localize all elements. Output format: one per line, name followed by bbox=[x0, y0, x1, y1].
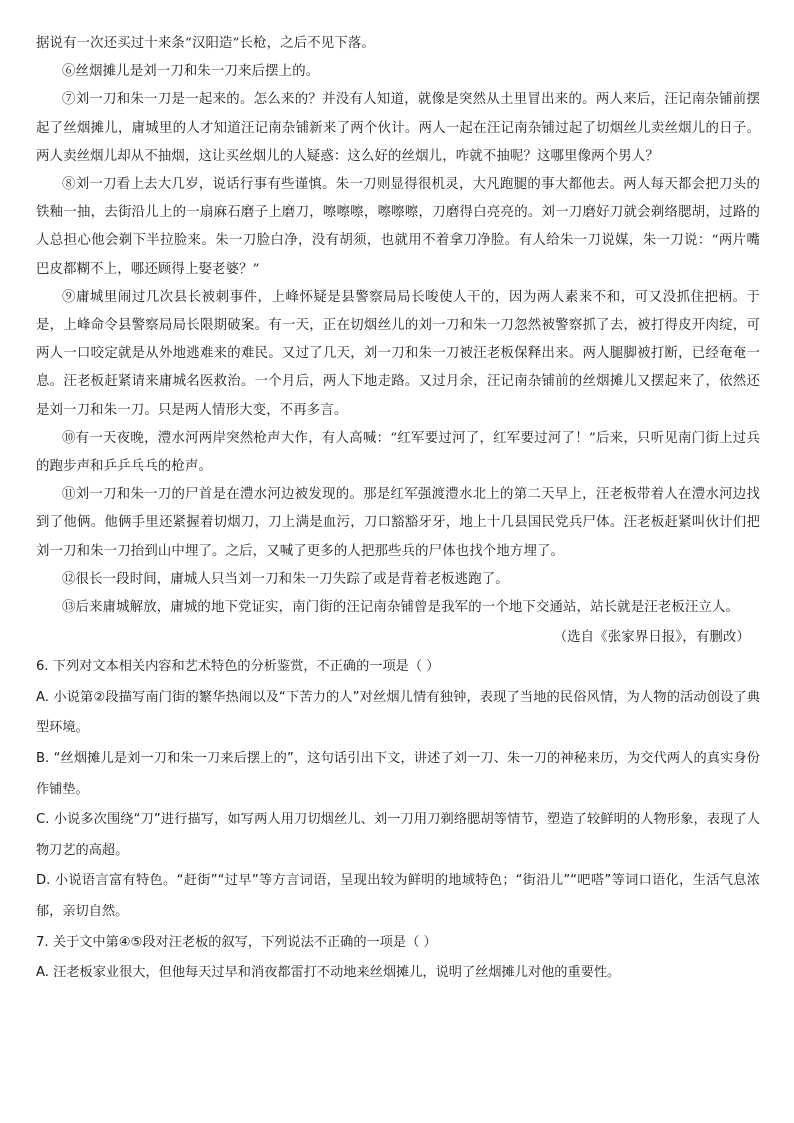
question-7-stem: 7. 关于文中第④⑤段对汪老板的叙写，下列说法不正确的一项是（ ） bbox=[36, 934, 437, 950]
story-paragraph-12: ⑫很长一段时间，庸城人只当刘一刀和朱一刀失踪了或是背着老板逃跑了。 bbox=[62, 571, 509, 587]
question-6-option-b: B. “丝烟摊儿是刘一刀和朱一刀来后摆上的”，这句话引出下文，讲述了刘一刀、朱一刀的神秘来历，为交代两人的真实身份作铺垫。 bbox=[36, 751, 760, 797]
story-paragraph-8: ⑧刘一刀看上去大几岁，说话行事有些谨慎。朱一刀则显得很机灵，大凡跑腿的事大都他去。两人每天都会把刀头的铁釉一抽，去街沿儿上的一扇麻石磨子上磨刀，嚓嚓嚓，嚓嚓嚓，刀磨得白亮亮的。刘一刀磨好刀就会剃络腮胡，过路的人总担心他会剃下半拉脸来。朱一刀脸白净，没有胡须，也就用不着拿刀净脸。有人给朱一刀说媒，朱一刀说：“两片嘴巴皮都糊不上，哪还顾得上娶老婆？” bbox=[36, 177, 760, 277]
question-6-option-a: A. 小说第②段描写南门街的繁华热闹以及“下苦力的人”对丝烟儿情有独钟，表现了当地的民俗风情，为人物的活动创设了典型环境。 bbox=[36, 689, 760, 736]
story-paragraph-9: ⑨庸城里闹过几次县长被刺事件，上峰怀疑是县警察局局长唆使人干的，因为两人素来不和，可又没抓住把柄。于是，上峰命令县警察局局长限期破案。有一天，正在切烟丝儿的刘一刀和朱一刀忽然被警察抓了去，被打得皮开肉绽，可两人一口咬定就是从外地逃难来的难民。又过了几天，刘一刀和朱一刀被汪老板保释出来。两人腿脚被打断，已经奄奄一息。汪老板赶紧请来庸城名医救治。一个月后，两人下地走路。又过月余，汪记南杂铺前的丝烟摊儿又摆起来了，依然还是刘一刀和朱一刀。只是两人情形大变，不再多言。 bbox=[36, 289, 760, 418]
question-7-option-a: A. 汪老板家业很大，但他每天过早和消夜都雷打不动地来丝烟摊儿，说明了丝烟摊儿对他的重要性。 bbox=[36, 965, 621, 981]
story-text bbox=[36, 30, 760, 652]
story-paragraph-6: ⑥丝烟摊儿是刘一刀和朱一刀来后摆上的。 bbox=[62, 64, 320, 80]
question-6-option-c: C. 小说多次围绕“刀”进行描写，如写两人用刀切烟丝儿、刘一刀用刀剃络腮胡等情节，塑造了较鲜明的人物形象，表现了人物刀艺的高超。 bbox=[36, 812, 760, 858]
questions-section bbox=[36, 652, 760, 989]
story-paragraph-11: ⑪刘一刀和朱一刀的尸首是在澧水河边被发现的。那是红军强渡澧水北上的第二天早上，汪老板带着人在澧水河边找到了他俩。他俩手里还紧握着切烟刀，刀上满是血污，刀口豁豁牙牙，地上十几县国民党兵尸体。汪老板赶紧叫伙计们把刘一刀和朱一刀抬到山中埋了。之后，又喊了更多的人把那些兵的尸体也找个地方埋了。 bbox=[36, 487, 760, 559]
story-paragraph-7: ⑦刘一刀和朱一刀是一起来的。怎么来的？并没有人知道，就像是突然从土里冒出来的。两人来后，汪记南杂铺前摆起了丝烟摊儿，庸城里的人才知道汪记南杂铺新来了两个伙计。两人一起在汪记南杂铺过起了切烟丝儿卖丝烟儿的日子。两人卖丝烟儿却从不抽烟，这让买丝烟儿的人疑惑：这么好的丝烟儿，咋就不抽呢？这哪里像两个男人？ bbox=[36, 92, 760, 164]
question-6-option-d: D. 小说语言富有特色。“赶街”“过早”等方言词语，呈现出较为鲜明的地域特色；“街沿儿”“吧嗒”等词口语化，生活气息浓郁，亲切自然。 bbox=[36, 873, 760, 920]
story-source: （选自《张家界日报》，有删改） bbox=[553, 630, 750, 646]
question-6-stem: 6. 下列对文本相关内容和艺术特色的分析鉴赏，不正确的一项是（ ） bbox=[36, 659, 440, 675]
story-paragraph-13: ⑬后来庸城解放，庸城的地下党证实，南门街的汪记南杂铺曾是我军的一个地下交通站，站长就是汪老板汪立人。 bbox=[62, 600, 740, 616]
story-paragraph-10: ⑩有一天夜晚，澧水河两岸突然枪声大作，有人高喊：“红军要过河了，红军要过河了！”后来，只听见南门街上过兵的跑步声和乒乒乓乓的枪声。 bbox=[36, 430, 760, 475]
story-paragraph-continued: 据说有一次还买过十来条“汉阳造”长枪，之后不见下落。 bbox=[36, 36, 375, 51]
